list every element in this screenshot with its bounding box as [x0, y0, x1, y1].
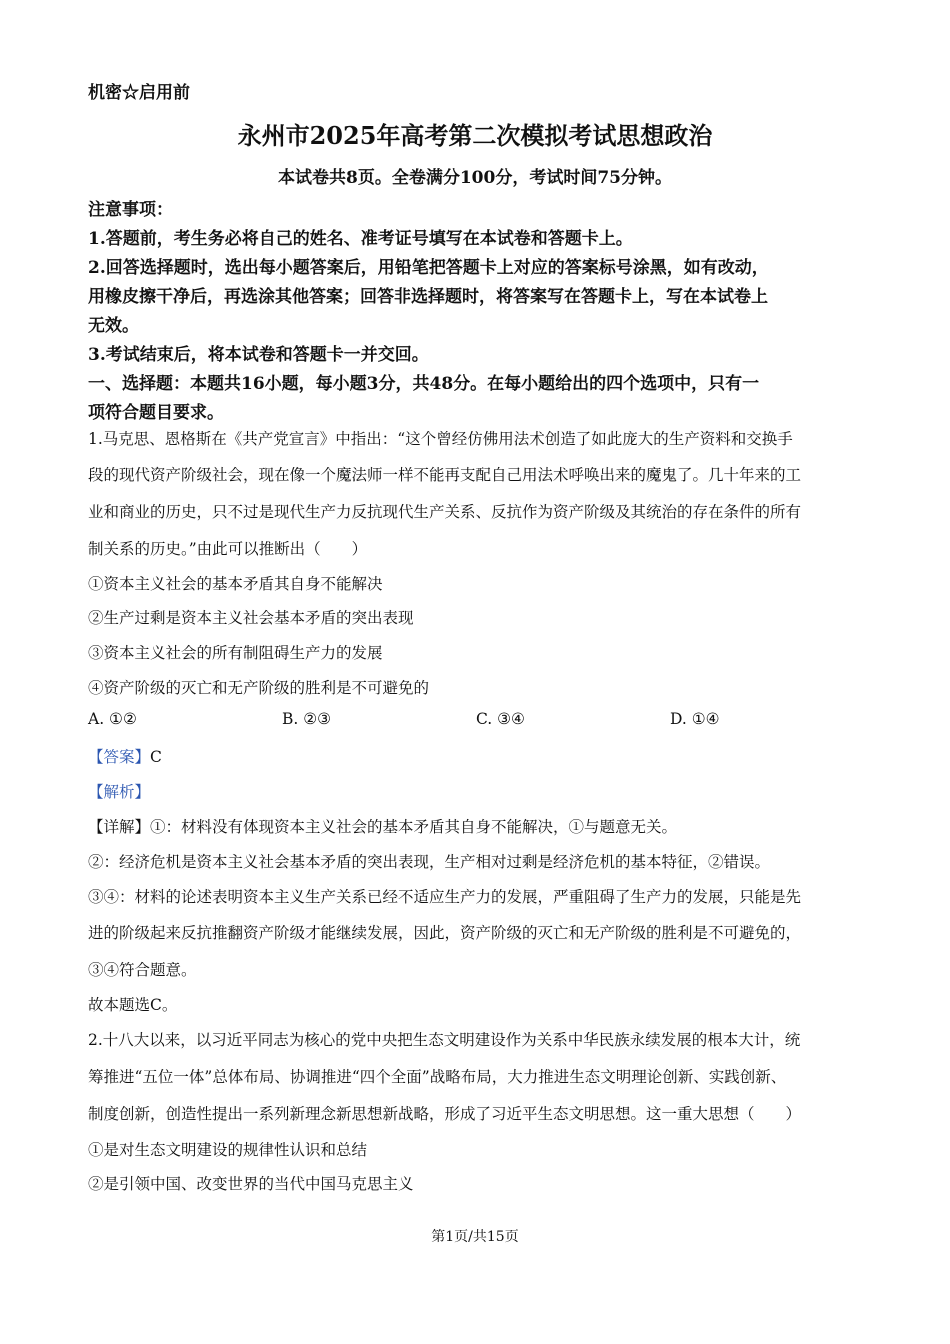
q1-detail-line: 故本题选C。 — [88, 996, 178, 1014]
q1-detail-line: ③④：材料的论述表明资本主义生产关系已经不适应生产力的发展，严重阻碍了生产力的发展，只能是先 — [88, 888, 802, 906]
q1-detail-line: 【详解】①：材料没有体现资本主义社会的基本矛盾其自身不能解决，①与题意无关。 — [88, 818, 678, 836]
q2-stem-line: 2.十八大以来，以习近平同志为核心的党中央把生态文明建设作为关系中华民族永续发展的根本大计，统 — [88, 1031, 801, 1049]
notice-item: 3.考试结束后，将本试卷和答题卡一并交回。 — [88, 345, 429, 365]
q1-item: ②生产过剩是资本主义社会基本矛盾的突出表现 — [88, 609, 414, 627]
confidential-label: 机密☆启用前 — [88, 83, 190, 103]
answer-tag: 【答案】 — [88, 748, 151, 766]
q1-option-a: A. ①② — [88, 710, 137, 728]
q1-item: ④资产阶级的灭亡和无产阶级的胜利是不可避免的 — [88, 679, 430, 697]
q1-detail-line: 进的阶级起来反抗推翻资产阶级才能继续发展，因此，资产阶级的灭亡和无产阶级的胜利是不可避免的， — [88, 924, 802, 942]
q1-option-c: C. ③④ — [476, 710, 525, 728]
q2-stem-line: 制度创新，创造性提出一系列新理念新思想新战略，形成了习近平生态文明思想。这一重大思想（ ） — [88, 1105, 802, 1123]
answer-value: C — [150, 748, 162, 766]
section-heading-cont: 项符合题目要求。 — [88, 403, 224, 423]
exam-subtitle: 本试卷共8页。全卷满分100分，考试时间75分钟。 — [278, 168, 672, 188]
q1-item: ①资本主义社会的基本矛盾其自身不能解决 — [88, 575, 383, 593]
notice-item: 用橡皮擦干净后，再选涂其他答案；回答非选择题时，将答案写在答题卡上，写在本试卷上 — [88, 287, 768, 307]
notice-item: 2.回答选择题时，选出每小题答案后，用铅笔把答题卡上对应的答案标号涂黑，如有改动， — [88, 258, 769, 278]
q2-stem-line: 筹推进“五位一体”总体布局、协调推进“四个全面”战略布局，大力推进生态文明理论创新、实践创新、 — [88, 1068, 787, 1086]
q2-item: ①是对生态文明建设的规律性认识和总结 — [88, 1141, 368, 1159]
notice-heading: 注意事项： — [88, 200, 173, 220]
q1-stem-line: 制关系的历史。”由此可以推断出（ ） — [88, 540, 368, 558]
notice-item: 1.答题前，考生务必将自己的姓名、准考证号填写在本试卷和答题卡上。 — [88, 229, 633, 249]
q1-option-b: B. ②③ — [282, 710, 332, 728]
analysis-tag: 【解析】 — [88, 783, 151, 801]
section-heading: 一、选择题：本题共16小题，每小题3分，共48分。在每小题给出的四个选项中，只有一 — [88, 374, 760, 394]
notice-item: 无效。 — [88, 316, 139, 336]
q1-stem-line: 业和商业的历史，只不过是现代生产力反抗现代生产关系、反抗作为资产阶级及其统治的存在条件的所有 — [88, 503, 802, 521]
q1-option-d: D. ①④ — [670, 710, 720, 728]
q1-stem-line: 1.马克思、恩格斯在《共产党宣言》中指出：“这个曾经仿佛用法术创造了如此庞大的生产资料和交换手 — [88, 430, 793, 448]
q1-item: ③资本主义社会的所有制阻碍生产力的发展 — [88, 644, 383, 662]
page-number: 第1页/共15页 — [431, 1229, 519, 1245]
q1-stem-line: 段的现代资产阶级社会，现在像一个魔法师一样不能再支配自己用法术呼唤出来的魔鬼了。几十年来的工 — [88, 466, 802, 484]
q1-detail-line: ③④符合题意。 — [88, 961, 197, 979]
q2-item: ②是引领中国、改变世界的当代中国马克思主义 — [88, 1175, 414, 1193]
exam-title: 永州市2025年高考第二次模拟考试思想政治 — [237, 121, 713, 150]
q1-detail-line: ②：经济危机是资本主义社会基本矛盾的突出表现，生产相对过剩是经济危机的基本特征，②错误。 — [88, 853, 771, 871]
q1-answer — [88, 745, 162, 767]
